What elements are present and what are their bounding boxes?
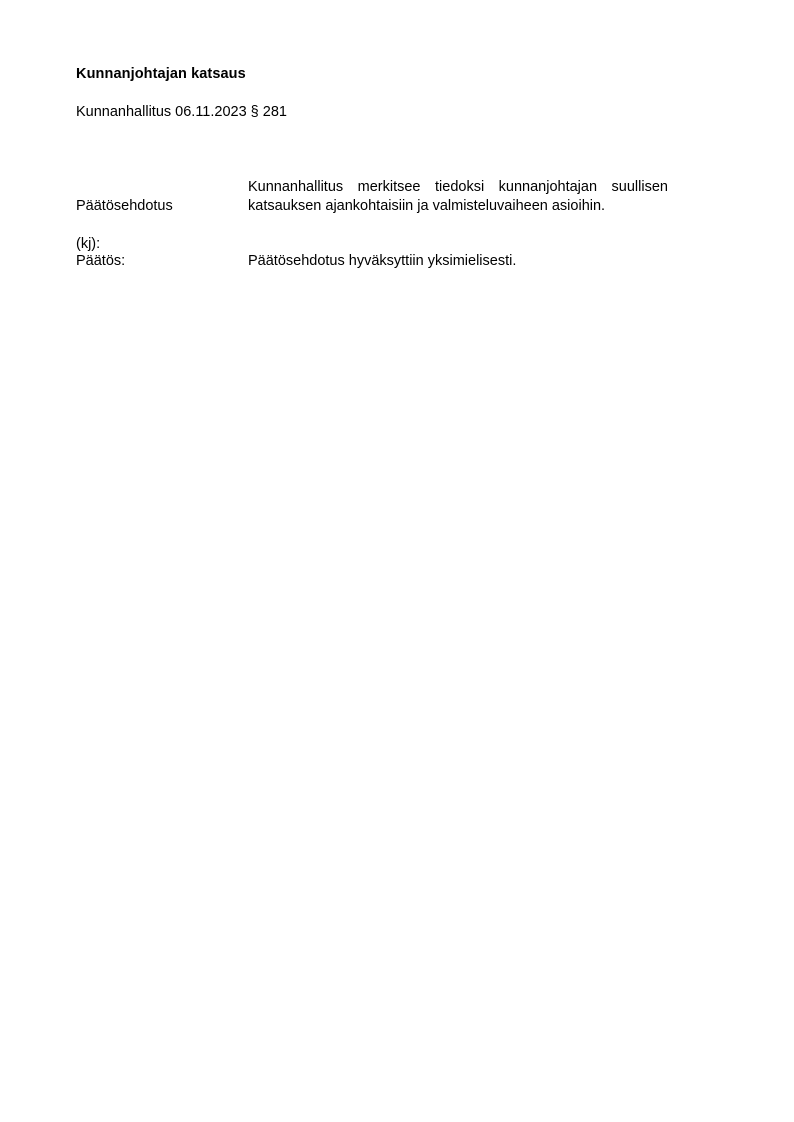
body-word: suullisen [611,179,668,195]
document-meta-line: Kunnanhallitus 06.11.2023 § 281 [76,104,287,120]
body-word: tiedoksi [435,179,485,195]
body-word: kunnanjohtajan [498,179,598,195]
section-label-line2: (kj): [76,236,101,252]
section-body-line: Päätösehdotus hyväksyttiin yksimielisesti. [248,253,517,269]
body-word: Kunnanhallitus [248,179,344,195]
body-word: merkitsee [357,179,421,195]
section-label-paatosehdotus [76,178,246,254]
section-body-paatos [248,252,668,271]
section-body-line: katsauksen ajankohtaisiin ja valmisteluvaiheen asioihin. [248,198,606,214]
section-label-paatos: Päätös: [76,253,126,269]
section-body-line [248,178,668,197]
section-body-paatosehdotus [248,178,668,216]
section-label-line1: Päätösehdotus [76,198,173,214]
page-title: Kunnanjohtajan katsaus [76,66,246,82]
